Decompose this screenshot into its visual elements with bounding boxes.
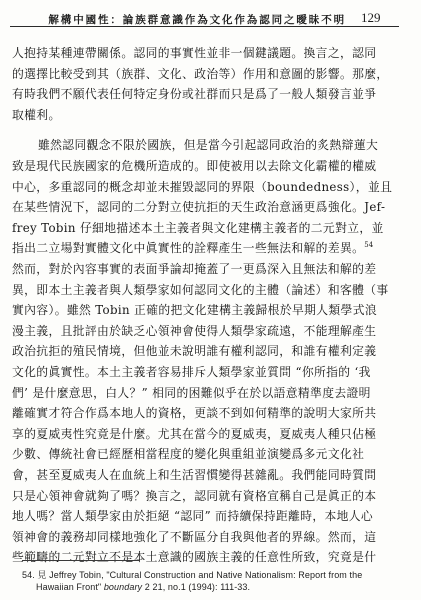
body-line: 有時我們不願代表任何特定身份或社群而只是爲了一般人類發言並爭 bbox=[12, 87, 377, 101]
body-line: 在某些情況下，認同的二分對立使抗拒的天生政治意涵更爲強化。Jef- bbox=[12, 200, 386, 214]
body-line: 享的夏威夷性究竟是什麼。尤其在當今的夏威夷，夏威夷人種只佔極 bbox=[12, 427, 377, 441]
body-line-with-footnote bbox=[12, 239, 373, 256]
page-number: 129 bbox=[361, 10, 381, 25]
body-line: 中心，多重認同的概念却並未摧毀認同的界限（boundedness），並且 bbox=[12, 180, 393, 194]
body-line: 離確實才符合作爲本地人的資格，更談不到如何精準的說明大家所共 bbox=[12, 406, 377, 420]
body-line: 實內容）。雖然 Tobin 正確的把文化建構主義歸根於早期人類學式浪 bbox=[12, 303, 377, 317]
body-line: 的選擇比較受到其（族群、文化、政治等）作用和意圖的影響。那麼， bbox=[12, 67, 389, 81]
body-line: 地人嗎？當人類學家由於拒絕 “認同” 而持續保持距離時，本地人心 bbox=[12, 509, 374, 523]
footnote-marker[interactable]: 54 bbox=[364, 241, 374, 250]
body-line: 只是心領神會就夠了嗎？換言之，認同就有資格宣稱自己是眞正的本 bbox=[12, 489, 377, 503]
footnote-title-end: Hawaiian Front" bbox=[36, 582, 104, 592]
body-line: 致是現代民族國家的危機所造成的。即使被用以去除文化霸權的權威 bbox=[12, 159, 377, 173]
body-line: 少數、傳統社會已經歷相當程度的變化與重組並演變爲多元文化社 bbox=[12, 447, 365, 461]
footnote-journal: boundary bbox=[103, 582, 143, 592]
body-line: 些範疇的二元對立不是本土意識的國族主義的任意性所致，究竟是什 bbox=[12, 550, 377, 564]
footnote-rule bbox=[22, 560, 140, 561]
body-line: 領神會的義務却同樣地強化了不斷區分自我與他者的界線。然而，這 bbox=[12, 530, 377, 544]
body-line: 異，即本土主義者與人類學家如何認同文化的主體（論述）和客體（事 bbox=[12, 283, 389, 297]
body-line-text: 指出二立場對實體文化中眞實性的詮釋產生一些無法和解的差異。 bbox=[12, 241, 365, 255]
body-line: 們’ 是什麼意思，白人？” 相同的困難似乎在於以語意精準度去證明 bbox=[12, 386, 371, 400]
body-line: frey Tobin 仔細地描述本土主義者與文化建構主義者的二元對立，並 bbox=[12, 221, 384, 235]
body-line: 會，甚至夏威夷人在血統上和生活習慣變得甚雜亂。我們能同時質問 bbox=[12, 468, 377, 482]
body-line: 人抱持某種連帶關係。認同的事實性並非一個鍵議題。換言之，認同 bbox=[12, 46, 377, 60]
footnote-citation: 2 21, no.1 (1994): 111-33. bbox=[142, 582, 251, 592]
footnote-line: 54. 見 Jeffrey Tobin, "Cultural Construction and Native Nationalism: Report from the bbox=[22, 570, 363, 580]
footnote-line bbox=[36, 582, 250, 592]
body-line: 政治抗拒的殖民情境，但他並未說明誰有權利認同，和誰有權利定義 bbox=[12, 344, 377, 358]
body-line: 漫主義，且批評由於缺乏心領神會使得人類學家疏遠，不能理解產生 bbox=[12, 324, 377, 338]
running-title: 解構中國性：論族群意識作為文化作為認同之曖昧不明 bbox=[48, 14, 346, 26]
body-line: 然而，對於內容事實的表面爭論却掩蓋了一更爲深入且無法和解的差 bbox=[12, 262, 377, 276]
header-rule bbox=[10, 26, 399, 27]
body-line: 文化的眞實性。本土主義者容易排斥人類學家並質問 “你所指的 ‘我 bbox=[12, 365, 371, 379]
body-line: 取權利。 bbox=[12, 108, 61, 122]
body-line: 雖然認同觀念不限於國族，但是當今引起認同政治的炙熱辯蓮大 bbox=[38, 138, 379, 152]
